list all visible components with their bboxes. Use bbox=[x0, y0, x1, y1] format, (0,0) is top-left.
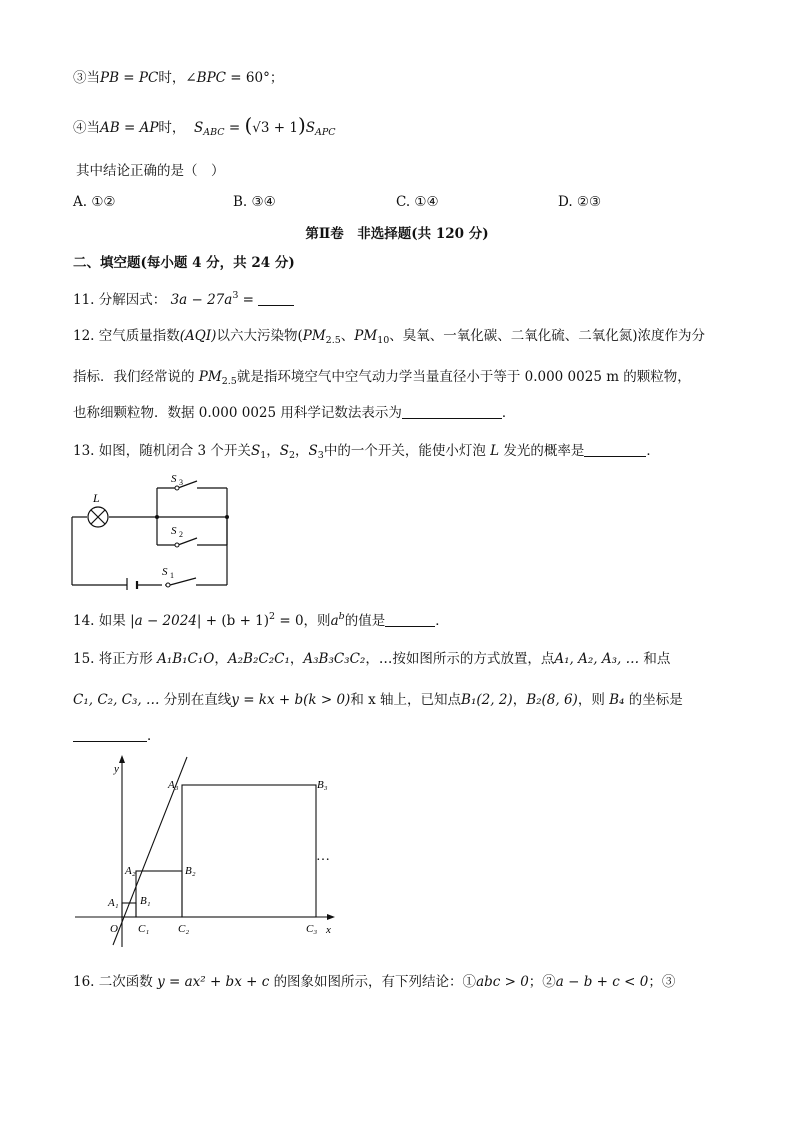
option-b: B. ③④ bbox=[233, 194, 276, 210]
option-d: D. ②③ bbox=[558, 194, 602, 210]
question-text: 其中结论正确的是（ ） bbox=[76, 163, 225, 179]
label-y: y bbox=[114, 763, 119, 775]
label-ellipsis: … bbox=[316, 849, 330, 864]
question-11: 11. 分解因式： $3a - 27a^3$ = bbox=[73, 286, 294, 310]
answer-blank-12[interactable] bbox=[402, 404, 502, 419]
label-A2: A₂ bbox=[125, 865, 136, 877]
question-15-line3: ． bbox=[73, 726, 161, 746]
label-S1: S bbox=[162, 566, 168, 578]
label-C2: C₂ bbox=[178, 923, 190, 935]
section-heading: 二、填空题(每小题 4 分，共 24 分) bbox=[73, 255, 295, 271]
conclusion-3: ③当PB = PC时，∠BPC = 60°； bbox=[73, 70, 284, 86]
section-title: 第Ⅱ卷 非选择题(共 120 分) bbox=[305, 226, 489, 242]
squares-graph bbox=[70, 752, 350, 952]
label-C3: C₃ bbox=[306, 923, 318, 935]
label-B1: B₁ bbox=[140, 895, 151, 907]
label-L: L bbox=[93, 491, 100, 505]
label-S2: S bbox=[171, 525, 177, 537]
square-3 bbox=[182, 785, 316, 917]
question-12-line3: 也称细颗粒物．数据 0.000 0025 用科学记数法表示为 ． bbox=[73, 405, 516, 421]
label-O: O bbox=[110, 923, 118, 935]
label-A3: A₃ bbox=[168, 779, 179, 791]
answer-blank-15[interactable] bbox=[73, 727, 147, 742]
label-x: x bbox=[326, 924, 331, 936]
battery-icon bbox=[127, 578, 137, 590]
bulb-icon bbox=[88, 507, 108, 527]
answer-blank-14[interactable] bbox=[385, 612, 435, 627]
answer-blank-11[interactable] bbox=[258, 291, 294, 306]
option-c: C. ①④ bbox=[396, 194, 439, 210]
circuit-diagram bbox=[60, 470, 240, 590]
label-B3: B₃ bbox=[317, 779, 328, 791]
label-B2: B₂ bbox=[185, 865, 196, 877]
label-S2-sub: 2 bbox=[179, 530, 183, 539]
conclusion-4: ④当AB = AP时， $S_{ABC} = (√3 + 1)S_{APC}$ bbox=[73, 113, 336, 138]
label-A1: A₁ bbox=[108, 897, 119, 909]
option-a: A. ①② bbox=[73, 194, 116, 210]
label-S1-sub: 1 bbox=[170, 571, 174, 580]
question-15-line2: C₁, C₂, C₃, … 分别在直线y = kx + b(k > 0)和 x 轴上，已知点B₁(2, 2)，B₂(8, 6)，则 B₄ 的坐标是 bbox=[73, 692, 683, 708]
question-14: 14. 如果 $|a - 2024| + (b + 1)^2 = 0$，则$a^b$的值是 ． bbox=[73, 611, 449, 629]
label-S3-sub: 3 bbox=[179, 478, 183, 487]
question-12-line2: 指标．我们经常说的 $PM_{2.5}$就是指环境空气中空气动力学当量直径小于等于 0.000 0025 m 的颗粒物， bbox=[73, 369, 691, 387]
square-2 bbox=[136, 871, 182, 917]
question-13: 13. 如图，随机闭合 3 个开关$S_1$，$S_2$，$S_3$中的一个开关，能使小灯泡 L 发光的概率是 ． bbox=[73, 443, 660, 461]
label-S3: S bbox=[171, 473, 177, 485]
question-16: 16. 二次函数 y = ax² + bx + c 的图象如图所示，有下列结论：①abc > 0；②a − b + c < 0；③ bbox=[73, 974, 676, 990]
question-15-line1: 15. 将正方形 A₁B₁C₁O，A₂B₂C₂C₁，A₃B₃C₃C₂，…按如图所示的方式放置，点A₁, A₂, A₃, … 和点 bbox=[73, 651, 671, 667]
label-C1: C₁ bbox=[138, 923, 150, 935]
question-12-line1: 12. 空气质量指数(AQI)以六大污染物($PM_{2.5}$、$PM_{10}$、臭氧、一氧化碳、二氧化硫、二氧化氮)浓度作为分 bbox=[73, 328, 706, 346]
answer-blank-13[interactable] bbox=[584, 442, 646, 457]
